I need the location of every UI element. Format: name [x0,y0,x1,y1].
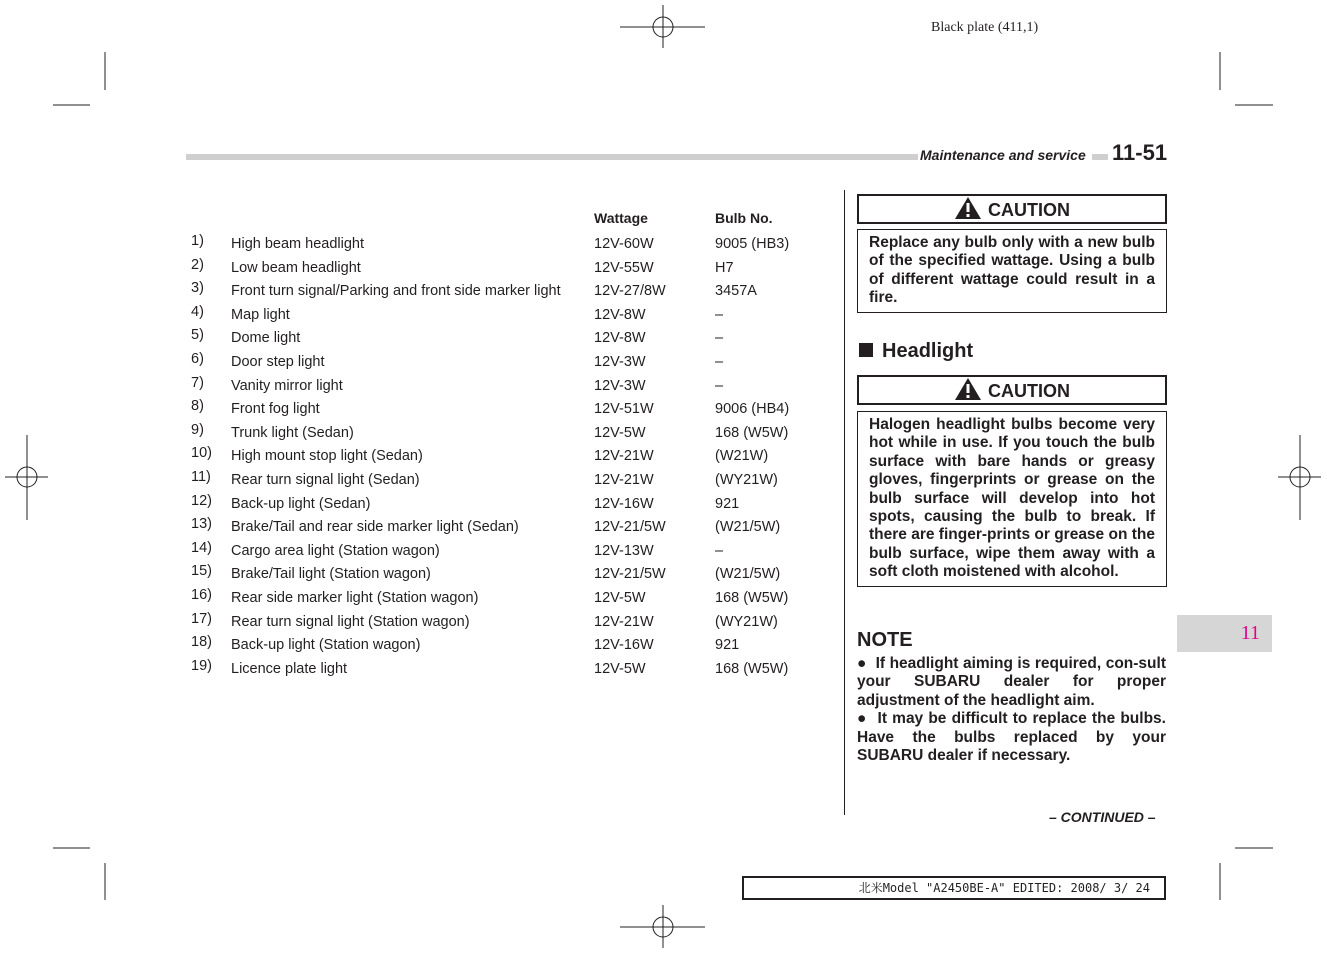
wattage-value: 12V-51W [594,401,654,418]
bulb-name: Brake/Tail and rear side marker light (Sedan) [231,519,519,536]
table-row [191,374,811,398]
row-number: 18) [191,634,212,651]
wattage-value: 12V-16W [594,637,654,654]
bulb-number: – [715,306,724,323]
square-bullet-icon [859,343,873,357]
caution-text: Replace any bulb only with a new bulb of the specified wattage. Using a bulb of different wattage could result in a fire. [857,229,1167,313]
wattage-value: 12V-5W [594,424,646,441]
bulb-number: 921 [715,495,740,512]
table-row [191,256,811,280]
row-number: 12) [191,492,212,509]
bulb-name: Trunk light (Sedan) [231,424,354,441]
bulb-name: High beam headlight [231,236,365,252]
row-number: 7) [191,374,204,391]
bulb-name: Licence plate light [231,660,348,677]
bulb-number: – [715,377,724,394]
row-number: 9) [191,421,204,438]
table-row [191,445,811,468]
bulb-name: Door step light [231,354,325,370]
bulb-name: Rear turn signal light (Sedan) [231,472,420,488]
caution-header [857,194,1167,224]
bulb-header: Bulb No. [715,210,773,226]
row-number: 8) [191,398,204,415]
bulb-number: 3457A [715,283,757,300]
caution-title: CAUTION [988,381,1070,401]
note-item: ● If headlight aiming is required, con-sult your SUBARU dealer for proper adjustment of the headlight aim. [857,655,1166,709]
bulb-number: 168 (W5W) [715,590,789,606]
row-number: 15) [191,563,212,580]
wattage-value: 12V-8W [594,306,646,323]
page-number: 11-51 [1108,140,1167,166]
caution-title: CAUTION [988,200,1070,220]
heading-text: Headlight [882,340,974,362]
wattage-value: 12V-5W [594,660,646,677]
bulb-name: Back-up light (Sedan) [231,495,371,512]
wattage-value: 12V-55W [594,259,654,276]
wattage-value: 12V-21/5W [594,566,666,583]
table-row [191,469,811,492]
row-number: 13) [191,516,212,533]
row-number: 1) [191,233,204,249]
table-row [191,303,811,327]
wattage-value: 12V-13W [594,542,654,559]
bulb-number: (W21/5W) [715,566,781,583]
table-row [191,280,811,303]
bulb-name: High mount stop light (Sedan) [231,448,423,465]
bulb-number: (W21/5W) [715,519,781,536]
table-row [191,657,811,681]
bulb-name: Rear turn signal light (Station wagon) [231,613,470,630]
wattage-value: 12V-5W [594,590,646,606]
bulb-name: Map light [231,306,290,323]
row-number: 3) [191,280,204,297]
warning-icon [954,377,982,401]
bulb-number: – [715,542,724,559]
bulb-number: (W21W) [715,448,769,465]
bulb-number: (WY21W) [715,613,778,630]
chapter-tab [1177,615,1272,652]
wattage-value: 12V-21W [594,613,654,630]
bulb-number: – [715,330,724,347]
table-row [191,563,811,586]
footer-box [742,876,1166,900]
row-number: 10) [191,445,212,462]
table-row [191,327,811,350]
note-item: ● It may be difficult to replace the bulbs. Have the bulbs replaced by your SUBARU dealer if necessary. [857,710,1166,765]
bulb-name: Cargo area light (Station wagon) [231,542,440,559]
wattage-value: 12V-60W [594,236,654,252]
chapter-number: 11 [1240,622,1260,644]
table-row [191,610,811,634]
bulb-name: Low beam headlight [231,259,361,276]
bulb-name: Back-up light (Station wagon) [231,637,421,654]
table-row [191,587,811,610]
table-row [191,634,811,657]
row-number: 16) [191,587,212,603]
wattage-value: 12V-21W [594,472,654,488]
bulb-number: – [715,354,724,370]
wattage-value: 12V-16W [594,495,654,512]
wattage-value: 12V-8W [594,330,646,347]
caution-header [857,375,1167,405]
bulb-name: Brake/Tail light (Station wagon) [231,566,431,583]
plate-label: Black plate (411,1) [931,20,1039,35]
table-row [191,539,811,563]
bulb-number: 168 (W5W) [715,424,789,441]
note-heading: NOTE [857,629,913,651]
table-row [191,398,811,421]
bulb-name: Front fog light [231,401,320,418]
bulb-number: 9005 (HB3) [715,236,790,252]
row-number: 5) [191,327,204,344]
table-row [191,516,811,539]
headlight-heading [859,340,973,363]
bulb-number: 168 (W5W) [715,660,789,677]
bulb-name: Rear side marker light (Station wagon) [231,590,479,606]
bulb-number: 9006 (HB4) [715,401,790,418]
bulb-name: Dome light [231,330,301,347]
bulb-name: Front turn signal/Parking and front side marker light [231,283,561,300]
section-title: Maintenance and service [918,147,1092,163]
table-row [191,351,811,374]
warning-icon [954,196,982,220]
row-number: 2) [191,256,204,273]
bulb-number: (WY21W) [715,472,778,488]
note-list [857,655,1166,765]
wattage-value: 12V-21/5W [594,519,666,536]
bulb-number: 921 [715,637,740,654]
row-number: 11) [191,469,211,485]
wattage-value: 12V-3W [594,377,646,394]
row-number: 6) [191,351,204,367]
row-number: 17) [191,610,212,627]
table-row [191,492,811,516]
wattage-value: 12V-21W [594,448,654,465]
bulb-name: Vanity mirror light [231,377,343,394]
wattage-value: 12V-3W [594,354,646,370]
caution-text: Halogen headlight bulbs become very hot while in use. If you touch the bulb surface with bare hands or greasy gloves, fingerprints or grease on the bulb surface will develop into hot spots, causing the bulb to break. If there are finger-prints or grease on the bulb surface, wipe them away with a soft cloth moistened with alcohol. [857,411,1167,587]
continued-label: – CONTINUED – [1049,809,1156,825]
table-row [191,421,811,445]
row-number: 14) [191,539,212,556]
footer-text: 北米Model "A2450BE-A" EDITED: 2008/ 3/ 24 [858,881,1150,895]
wattage-header: Wattage [594,210,648,226]
column-divider [844,190,845,815]
wattage-value: 12V-27/8W [594,283,666,300]
bulb-number: H7 [715,259,734,276]
table-row [191,233,811,256]
row-number: 19) [191,657,212,674]
row-number: 4) [191,303,204,320]
